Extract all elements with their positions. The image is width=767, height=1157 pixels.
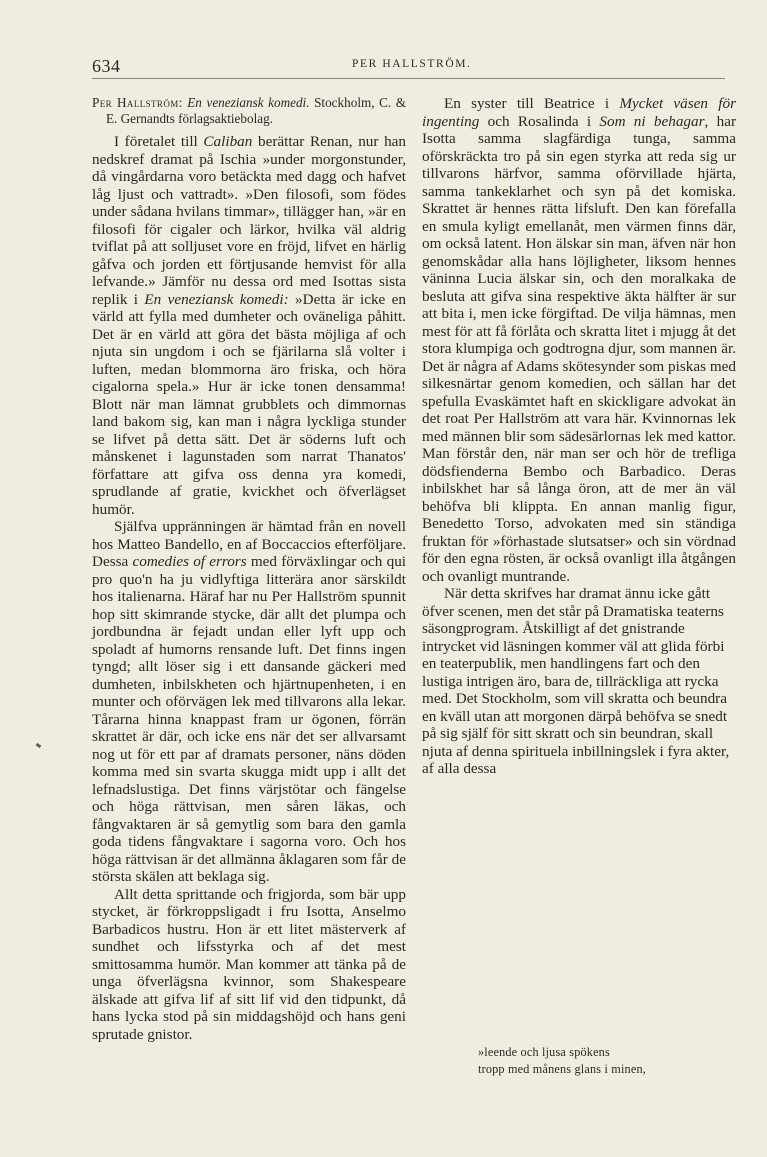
paragraph-5-text: När detta skrifves har dramat ännu icke gått öfver scenen, men det står på Dramatiska teaterns säsongprogram. Åtskilligt af det gnistrande intrycket vid läsningen kommer väl att glida förbi en teaterpublik, men handlingens fart och den lustiga intrigen äro, bara de, tillräckliga att rycka med. Det Stockholm, som vill skratta och beundra en kväll utan att morgonen därpå behöfva se snedt på sig själf för sitt skratt och sin beundran, skall njuta af denna spirituela inbillningslek i fyra akter, af alla dessa [422,585,730,777]
review-citation [92,95,406,127]
page-number: 634 [92,56,121,76]
paragraph-1-text-c: berättar Renan, nur han nedskref dramat på Ischia »under morgonstunder, då vingårdarna voro betäckta med dagg och hafvet låg ljust och vattradt». »Den filosofi, som födes under sådana hvilans timmar», tillägger han, »är en filosofi för cigaler och lärkor, hvilka väl aldrig tviflat på att solljuset vore en fröjd, lifvet en härlig gåfva och jorden ett förtjusande hemvist för alla lefvande.» Jämför nu dessa ord med Isottas sista replik i [92,133,406,308]
paragraph-4-text-e: , har Isotta samma slagfärdiga tunga, samma oförskräckta tro på sin egen styrka att reda sig ur tillvarons härfvor, samma oförvillade hjärta, samma tankeklarhet och syn på det komiska. Skrattet är hennes rätta lifsluft. Den kan förefalla en smula kyligt emellanåt, men värmen finns där, om också latent. Hon älskar sin man, äfven när hon genomskådar alla hans löjligheter, liksom hennes väninna Lucia älskar sin, och den moralkaka de besluta att gifva sina respektive äkta hälfter är sur att bita i, men icke förgiftad. De vilja hämnas, men mest för att få förlåta och skratta litet i mjugg åt det stora klumpiga och godtrogna djur, som mannen är. Det är några af Adams skötesynder som piskas med silkesnärtar genom komedien, och sällan har det spefulla Evaskämtet haft en skickligare advokat än det roat Per Hallström att vara här. Kvinnornas lek med männen blir som sädesärlornas lek med kattor. Man förstår den, när man ser och hör de trefliga dödsfienderna Bembo och Barbadico. Deras inbilskhet har så långa öron, att de mer än väl behöfva bli klippta. En annan manlig figur, Benedetto Torso, advokaten med sin ständiga fruktan för »förhastade slutsatser» och sin vördnad för den egna rösten, är också ovanligt illa åtgången och ovanligt muntrande. [422,112,736,585]
verse-quote [478,1044,646,1077]
citation-publisher: Stockholm, C. & E. Gernandts förlagsaktiebolag. [106,95,407,127]
paragraph-1-text-a: I företalet till [114,133,204,151]
paragraph-2-text-c: med förväxlingar och qui pro quo'n ha ju vidlyftiga litterära anor särskildt hos italienarna. Häraf har nu Per Hallström spunnit hop sitt skimrande stycke, där allt det plumpa och jordbundna är fejadt undan eller lyft upp och spoladt af humorns rensande luft. Det finns ingen tyngd; allt löser sig i ett dansande gäckeri med dumheten, inbilskheten och hjärtnupenheten, i en munter och oförvägen lek med tillvarons alla lekar. Tårarna hinna knappast fram ur ögonen, förrän skrattet är där, och icke ens när det ser allvarsamt nog ut för ett par af dramats personer, näns döden komma med sin svarta skugga midt upp i allt det lefnadslustiga. Det finns värjstötar och fängelse och höga rättvisan, men såren läkas, och fångvaktaren är så gemytlig som bara den gamla goda tidens fångvaktare i sagorna voro. Och hos höga rättvisan är det allmänna åklagaren som får de största skälen att beklaga sig. [92,553,407,886]
paragraph-1 [92,133,406,518]
verse-line-1: »leende och ljusa spökens [478,1045,610,1059]
title-en-veneziansk-komedi: En veneziansk komedi: [144,290,289,308]
verse-line-2: tropp med månens glans i minen, [478,1061,646,1076]
running-head: PER HALLSTRÖM. [352,58,472,70]
margin-mark [36,743,42,748]
paragraph-3-text: Allt detta sprittande och frigjorda, som bär upp stycket, är förkroppsligadt i fru Isotta, Anselmo Barbadicos hustru. Hon är ett litet mästerverk af sundhet och lifsstyrka och af det mest smittosamma humör. Man kommer att tänka på de unga öfverlägsna kvinnor, som Shakespeare älskade att gifva lif af sitt lif vid den tidpunkt, då hans lycka stod på sin middagshöjd och hans geni sprutade gnistor. [92,885,406,1043]
paragraph-5 [422,585,736,778]
title-mycket-vasen: Mycket väsen för ingenting [422,95,736,130]
citation-title: En veneziansk komedi. [187,95,310,110]
paragraph-4 [422,95,736,585]
title-caliban: Caliban [203,133,253,151]
left-column [92,95,406,1043]
paragraph-4-text-c: och Rosalinda i [479,112,600,130]
citation-author: Per Hallström: [92,95,183,110]
paragraph-3-start [92,886,406,1044]
page-header [92,54,725,79]
paragraph-2 [92,518,406,886]
paragraph-1-text-e: »Detta är icke en värld att fylla med dumheter och oväneliga påhitt. Det är en värld att göra det bästa möjliga af och njuta sin ungdom i och se fjärilarna slå volter i luften, medan blommorna äro friska, och höra cigalorna spela.» Hur är icke tonen densamma! Blott när man lämnat grubblets och dimmornas land bakom sig, kan man i några lyckliga stunder se lifvet på detta sätt. Det är söderns luft och månskenet i lagunstaden som narrat Thanatos' författare att gifva oss denna yra komedi, sprudlande af gratie, kvickhet och öfverlägset humör. [92,290,406,518]
right-column [422,95,736,778]
paragraph-2-text-a: Själfva uppränningen är hämtad från en novell hos Matteo Bandello, en af Boccaccios efterföljare. Dessa [92,518,406,571]
paragraph-4-text-a: En syster till Beatrice i [444,95,620,112]
title-som-ni-behagar: Som ni behagar [599,112,705,130]
title-comedies-of-errors: comedies of errors [132,553,247,571]
